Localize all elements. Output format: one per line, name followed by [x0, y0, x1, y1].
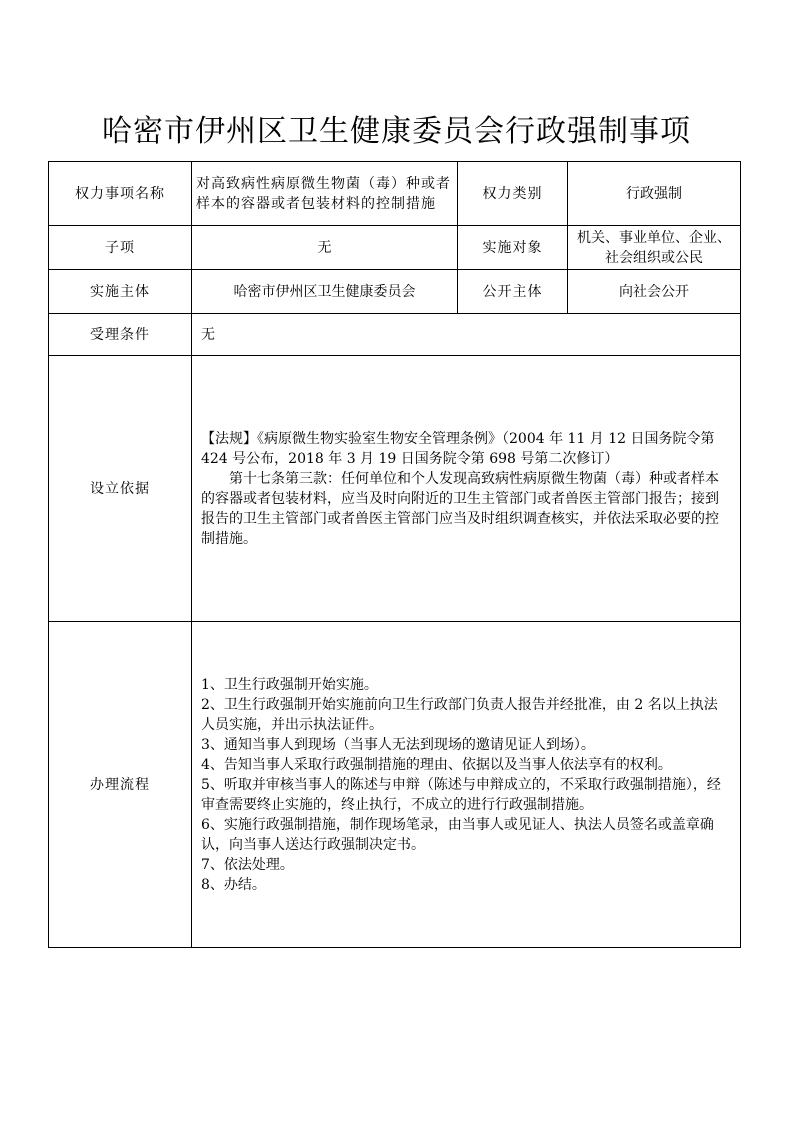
process-step: 8、办结。 — [201, 876, 266, 893]
process-steps — [192, 622, 741, 948]
table-row — [49, 356, 741, 622]
process-step: 1、卫生行政强制开始实施。 — [201, 676, 378, 693]
process-step: 4、告知当事人采取行政强制措施的理由、依据以及当事人依法享有的权利。 — [201, 756, 672, 773]
sub-item-label: 子项 — [49, 226, 192, 270]
category-label: 权力类别 — [458, 162, 568, 226]
condition-value: 无 — [192, 314, 741, 356]
sub-item-value: 无 — [192, 226, 458, 270]
process-label: 办理流程 — [49, 622, 192, 948]
category-value: 行政强制 — [568, 162, 741, 226]
condition-label: 受理条件 — [49, 314, 192, 356]
document-title: 哈密市伊州区卫生健康委员会行政强制事项 — [102, 114, 691, 149]
subject-label: 实施主体 — [49, 270, 192, 314]
process-step: 3、通知当事人到现场（当事人无法到现场的邀请见证人到场）。 — [201, 736, 595, 753]
item-name-value: 对高致病性病原微生物菌（毒）种或者样本的容器或者包装材料的控制措施 — [192, 162, 458, 226]
process-step: 5、听取并审核当事人的陈述与申辩（陈述与申辩成立的，不采取行政强制措施），经审查需要终止实施的，终止执行，不成立的进行行政强制措施。 — [201, 776, 721, 813]
public-label: 公开主体 — [458, 270, 568, 314]
item-name-label: 权力事项名称 — [49, 162, 192, 226]
process-step: 2、卫生行政强制开始实施前向卫生行政部门负责人报告并经批准，由 2 名以上执法人员实施，并出示执法证件。 — [201, 696, 718, 733]
table-row — [49, 226, 741, 270]
basis-law: 【法规】《病原微生物实验室生物安全管理条例》（2004 年 11 月 12 日国务院令第 424 号公布，2018 年 3 月 19 日国务院令第 698 号第二次修订） — [201, 430, 715, 467]
table-row — [49, 162, 741, 226]
table-row — [49, 314, 741, 356]
basis-content — [192, 356, 741, 622]
process-step: 6、实施行政强制措施，制作现场笔录，由当事人或见证人、执法人员签名或盖章确认，向当事人送达行政强制决定书。 — [201, 816, 714, 853]
subject-value: 哈密市伊州区卫生健康委员会 — [192, 270, 458, 314]
table-row — [49, 270, 741, 314]
target-label: 实施对象 — [458, 226, 568, 270]
table-row — [49, 622, 741, 948]
public-value: 向社会公开 — [568, 270, 741, 314]
enforcement-item-table — [48, 161, 741, 948]
basis-article: 第十七条第三款：任何单位和个人发现高致病性病原微生物菌（毒）种或者样本的容器或者包装材料，应当及时向附近的卫生主管部门或者兽医主管部门报告；接到报告的卫生主管部门或者兽医主管部门应当及时组织调查核实，并依法采取必要的控制措施。 — [201, 470, 719, 547]
process-step: 7、依法处理。 — [201, 856, 294, 873]
target-value: 机关、事业单位、企业、社会组织或公民 — [568, 226, 741, 270]
basis-label: 设立依据 — [49, 356, 192, 622]
